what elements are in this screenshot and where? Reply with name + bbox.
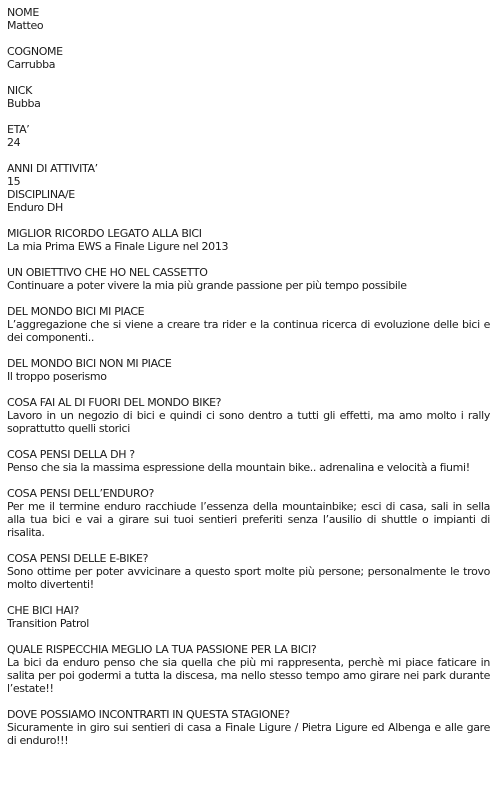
entry-nick	[7, 84, 490, 110]
question-label: DOVE POSSIAMO INCONTRARTI IN QUESTA STAGIONE?	[7, 708, 290, 721]
answer-text: 15	[7, 175, 21, 188]
entry-fuori-bike	[7, 396, 490, 435]
question-label: NOME	[7, 6, 39, 19]
answer-text: Il troppo poserismo	[7, 370, 107, 383]
question-label: ETA’	[7, 123, 30, 136]
question-label: NICK	[7, 84, 32, 97]
answer-text: Enduro DH	[7, 201, 63, 214]
answer-text: Sicuramente in giro sui sentieri di casa a Finale Ligure / Pietra Ligure ed Albenga e alle gare di enduro!!!	[7, 721, 490, 747]
answer-text: Transition Patrol	[7, 617, 90, 630]
entry-bici	[7, 604, 490, 630]
entry-non-mi-piace	[7, 357, 490, 383]
entry-anni-attivita	[7, 162, 490, 188]
question-label: ANNI DI ATTIVITA’	[7, 162, 98, 175]
question-label: COSA PENSI DELL’ENDURO?	[7, 487, 155, 500]
answer-text: Lavoro in un negozio di bici e quindi ci sono dentro a tutti gli effetti, ma amo molto i rally soprattutto quelli storici	[7, 409, 490, 435]
question-label: QUALE RISPECCHIA MEGLIO LA TUA PASSIONE PER LA BICI?	[7, 643, 317, 656]
answer-text: Penso che sia la massima espressione della mountain bike.. adrenalina e velocità a fiumi!	[7, 461, 470, 474]
entry-obiettivo	[7, 266, 490, 292]
answer-text: La bici da enduro penso che sia quella che più mi rappresenta, perchè mi piace faticare in salita per poi godermi a tutta la discesa, ma nello stesso tempo amo girare nei park durante l’estate!!	[7, 656, 490, 695]
entry-disciplina	[7, 188, 490, 214]
entry-dove	[7, 708, 490, 747]
question-label: DEL MONDO BICI MI PIACE	[7, 305, 145, 318]
answer-text: 24	[7, 136, 21, 149]
answer-text: Sono ottime per poter avvicinare a questo sport molte più persone; personalmente le trovo molto divertenti!	[7, 565, 490, 591]
question-label: UN OBIETTIVO CHE HO NEL CASSETTO	[7, 266, 208, 279]
question-label: COSA FAI AL DI FUORI DEL MONDO BIKE?	[7, 396, 222, 409]
answer-text: Continuare a poter vivere la mia più grande passione per più tempo possibile	[7, 279, 407, 292]
question-label: MIGLIOR RICORDO LEGATO ALLA BICI	[7, 227, 202, 240]
question-label: COSA PENSI DELLA DH ?	[7, 448, 135, 461]
question-label: DEL MONDO BICI NON MI PIACE	[7, 357, 172, 370]
entry-ebike	[7, 552, 490, 591]
entry-mi-piace	[7, 305, 490, 344]
answer-text: La mia Prima EWS a Finale Ligure nel 2013	[7, 240, 229, 253]
answer-text: Carrubba	[7, 58, 56, 71]
answer-text: Matteo	[7, 19, 44, 32]
question-label: CHE BICI HAI?	[7, 604, 79, 617]
answer-text: Bubba	[7, 97, 41, 110]
entry-nome	[7, 6, 490, 32]
answer-text: Per me il termine enduro racchiude l’essenza della mountainbike; esci di casa, sali in sella alla tua bici e vai a girare sui tuoi sentieri preferiti senza l’ausilio di shuttle o impianti di risalita.	[7, 500, 490, 539]
entry-miglior-ricordo	[7, 227, 490, 253]
question-label: COSA PENSI DELLE E-BIKE?	[7, 552, 149, 565]
entry-cognome	[7, 45, 490, 71]
entry-enduro	[7, 487, 490, 539]
question-label: COGNOME	[7, 45, 63, 58]
answer-text: L’aggregazione che si viene a creare tra rider e la continua ricerca di evoluzione delle bici e dei componenti..	[7, 318, 490, 344]
entry-passione	[7, 643, 490, 695]
entry-dh	[7, 448, 490, 474]
entry-eta	[7, 123, 490, 149]
question-label: DISCIPLINA/E	[7, 188, 75, 201]
